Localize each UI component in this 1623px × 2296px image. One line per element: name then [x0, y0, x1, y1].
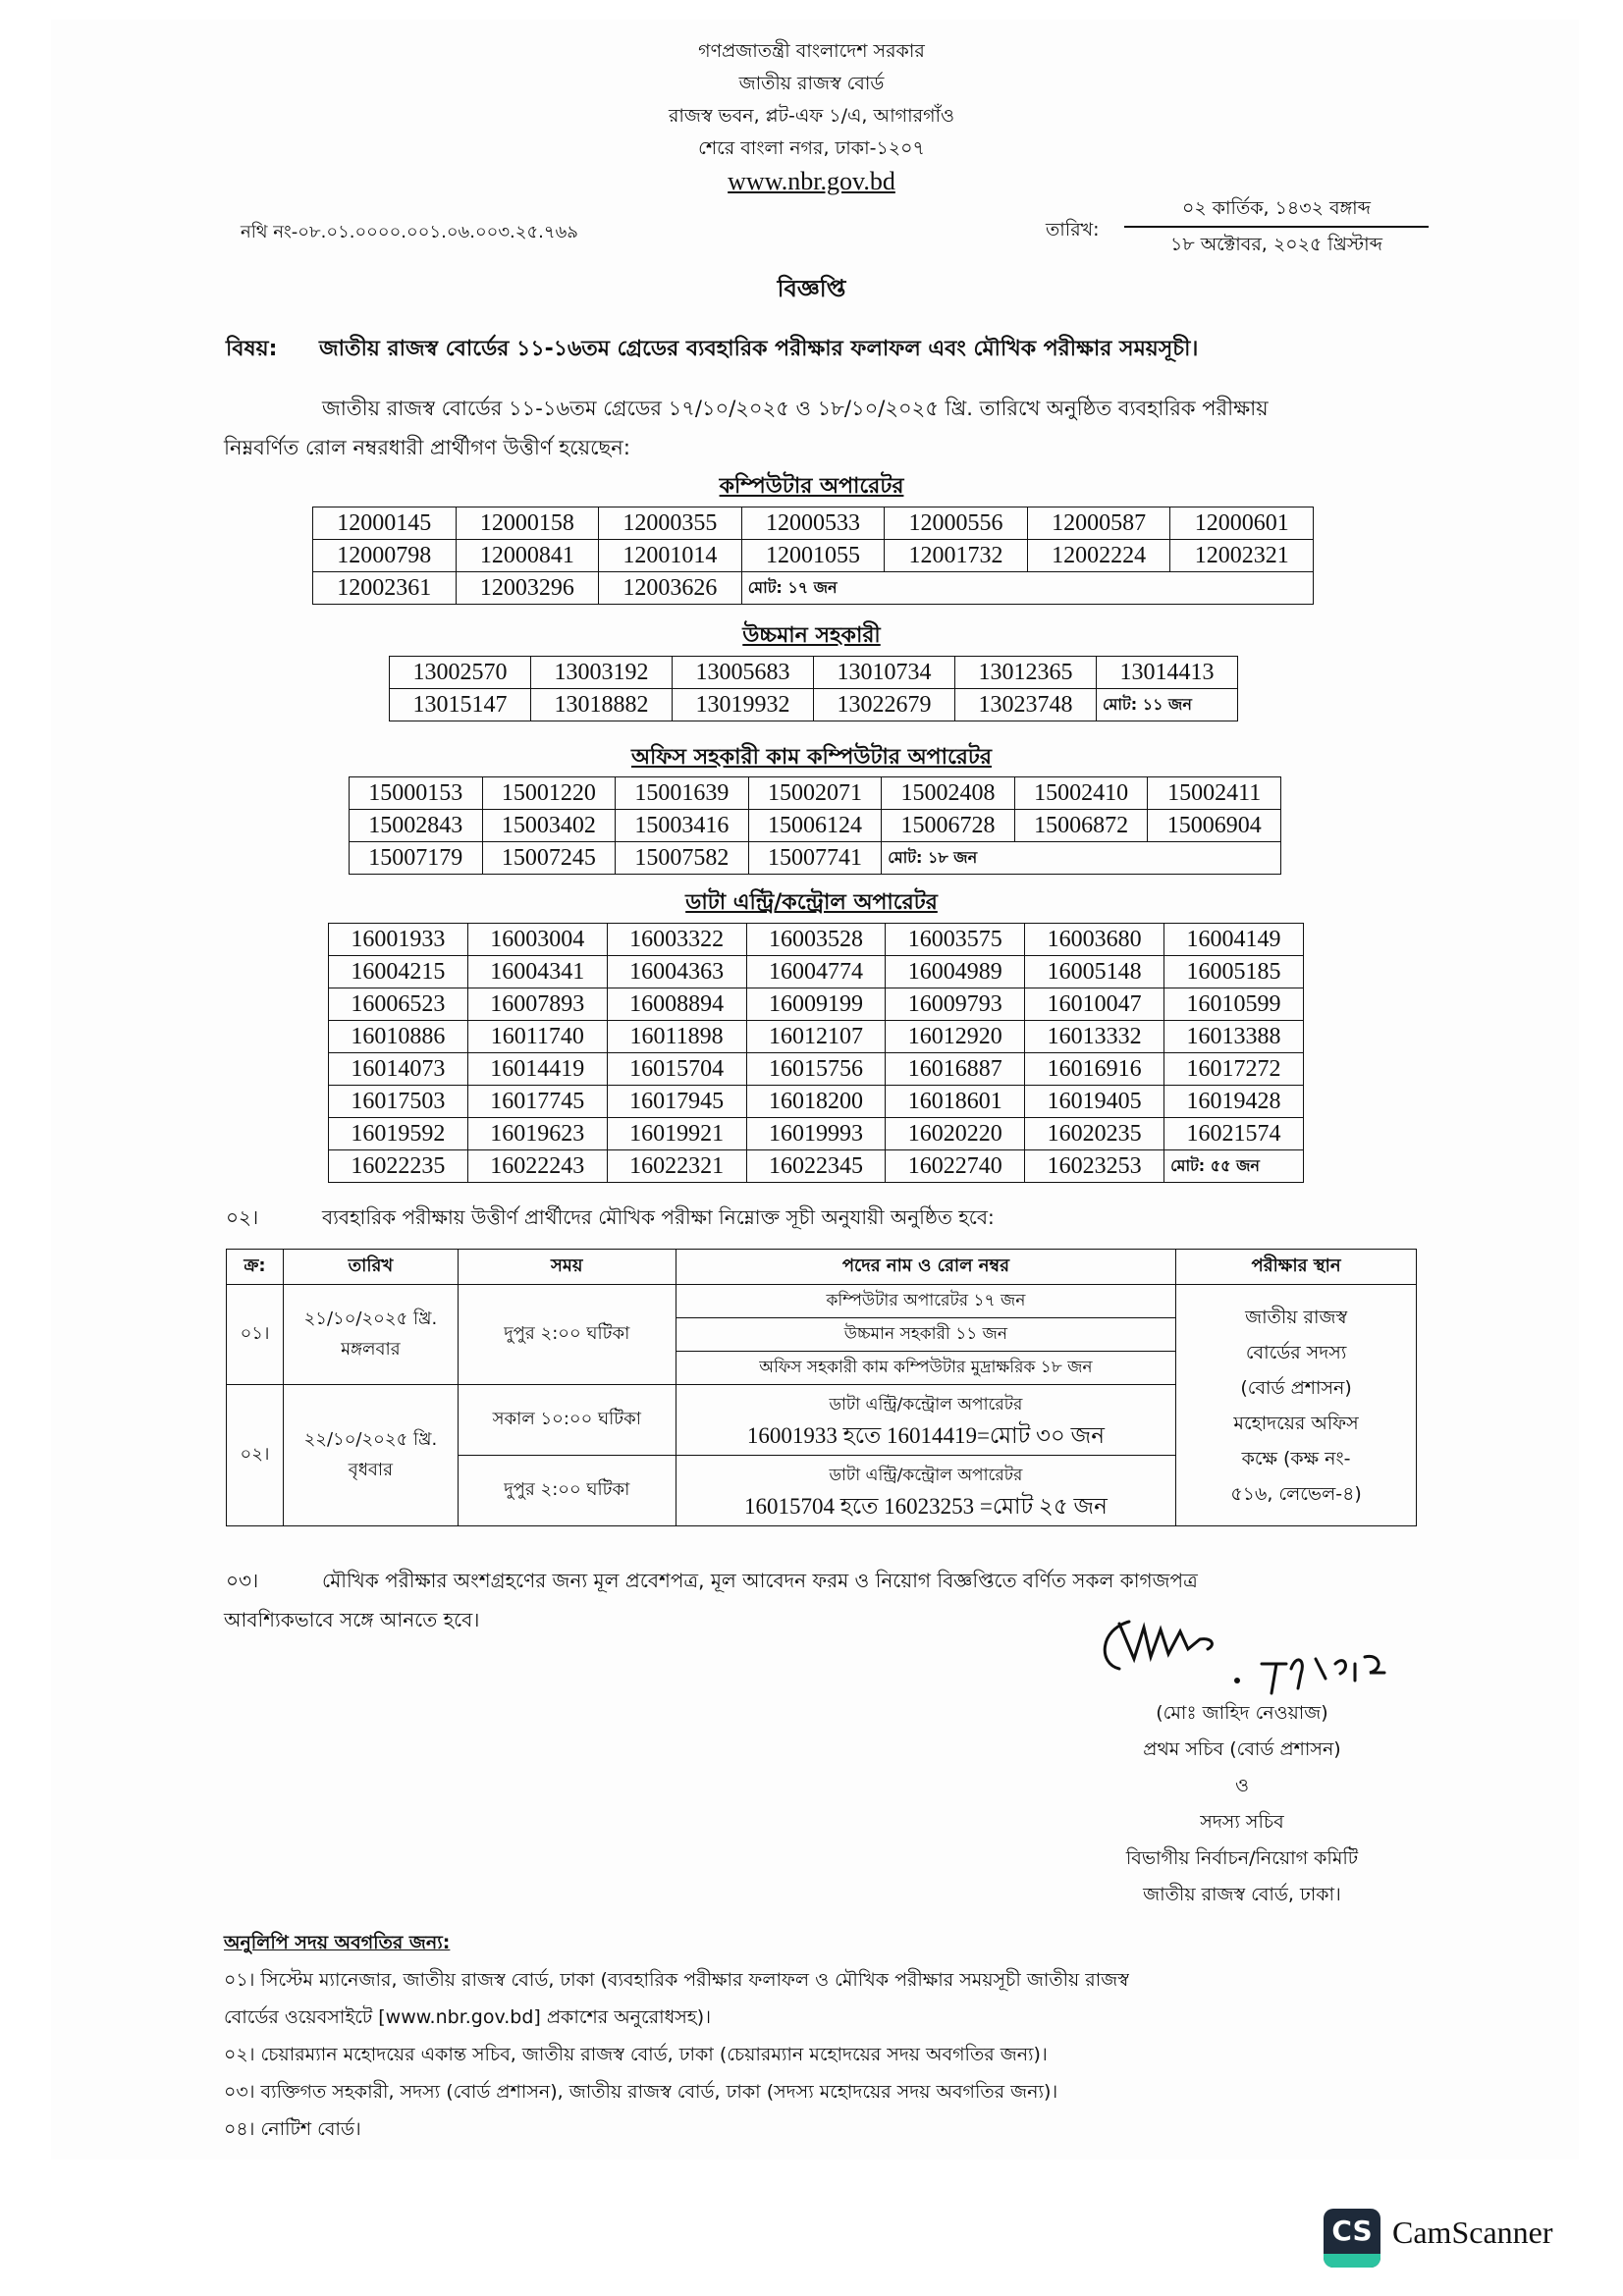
- signatory-name: (মোঃ জাহিদ নেওয়াজ): [1156, 1702, 1328, 1724]
- roll-cell: 15003416: [616, 810, 749, 842]
- date-gregorian: ১৮ অক্টোবর, ২০২৫ খ্রিস্টাব্দ: [1170, 234, 1382, 255]
- roll-cell: 12000601: [1170, 507, 1314, 540]
- copy-item-1: ০১। সিস্টেম ম্যানেজার, জাতীয় রাজস্ব বোর্ড, ঢাকা (ব্যবহারিক পরীক্ষার ফলাফল ও মৌখিক পরীক্ষার সময়সূচী জাতীয় রাজস্ব: [224, 1969, 1129, 1991]
- roll-cell: 16003004: [467, 924, 607, 956]
- roll-cell: 12000587: [1027, 507, 1170, 540]
- viva-schedule-table: [226, 1249, 1417, 1526]
- roll-cell: 13019932: [673, 689, 814, 721]
- signatory-committee: বিভাগীয় নির্বাচন/নিয়োগ কমিটি: [1125, 1847, 1359, 1869]
- header-address-1: রাজস্ব ভবন, প্লট-এফ ১/এ, আগারগাঁও: [668, 105, 955, 127]
- roll-cell: 15002843: [350, 810, 483, 842]
- roll-cell: 12003626: [599, 572, 742, 605]
- section-title-upper-division-assistant: উচ্চমান সহকারী: [742, 623, 881, 648]
- roll-cell: 15006904: [1148, 810, 1281, 842]
- roll-cell: 12003296: [456, 572, 599, 605]
- roll-cell: 15002408: [882, 777, 1015, 810]
- roll-cell: 16009793: [886, 988, 1025, 1021]
- roll-cell: 16009199: [746, 988, 886, 1021]
- roll-cell: 16016916: [1025, 1053, 1164, 1086]
- roll-cell: 16010599: [1164, 988, 1304, 1021]
- roll-cell: 15006728: [882, 810, 1015, 842]
- header-address-2: শেরে বাংলা নগর, ঢাকা-১২০৭: [698, 137, 925, 159]
- point-3-number: ০৩।: [226, 1569, 259, 1592]
- date-fraction: [1124, 194, 1429, 259]
- roll-cell: 15000153: [350, 777, 483, 810]
- copy-item-3: ০৩। ব্যক্তিগত সহকারী, সদস্য (বোর্ড প্রশাসন), জাতীয় রাজস্ব বোর্ড, ঢাকা (সদস্য মহোদয়ের সদয় অবগতির জন্য)।: [224, 2081, 1058, 2103]
- signatory-office: জাতীয় রাজস্ব বোর্ড, ঢাকা।: [1143, 1884, 1341, 1905]
- roll-table-upper-division-assistant: [389, 656, 1238, 721]
- section-title-data-entry-operator: ডাটা এন্ট্রি/কন্ট্রোল অপারেটর: [685, 890, 938, 915]
- roll-table-computer-operator: [312, 507, 1314, 605]
- table-row: [329, 1118, 1304, 1150]
- signatory-designation: প্রথম সচিব (বোর্ড প্রশাসন): [1143, 1738, 1341, 1760]
- roll-cell: 13010734: [814, 657, 955, 689]
- roll-cell: 16008894: [607, 988, 746, 1021]
- roll-cell: 13023748: [955, 689, 1097, 721]
- subject-label: বিষয়:: [226, 337, 278, 361]
- table-row: [329, 924, 1304, 956]
- intro-line-1: জাতীয় রাজস্ব বোর্ডের ১১-১৬তম গ্রেডের ১৭/১০/২০২৫ ও ১৮/১০/২০২৫ খ্রি. তারিখে অনুষ্ঠিত ব্যবহারিক পরীক্ষায়: [322, 397, 1269, 420]
- roll-cell: 16011898: [607, 1021, 746, 1053]
- date-bangla: ০২ কার্তিক, ১৪৩২ বঙ্গাব্দ: [1124, 194, 1429, 228]
- roll-cell: 16022740: [886, 1150, 1025, 1183]
- roll-cell: 16018200: [746, 1086, 886, 1118]
- date-cell: [283, 1385, 458, 1526]
- roll-cell: 15007741: [748, 842, 882, 875]
- intro-line-2: নিম্নবর্ণিত রোল নম্বরধারী প্রার্থীগণ উত্তীর্ণ হয়েছেন:: [224, 436, 630, 459]
- roll-cell: 16019623: [467, 1118, 607, 1150]
- total-count: মোট: ১১ জন: [1097, 689, 1238, 721]
- roll-cell: 12000841: [456, 540, 599, 572]
- roll-cell: 16022345: [746, 1150, 886, 1183]
- notice-title: বিজ্ঞপ্তি: [777, 275, 846, 302]
- header-government: গণপ্রজাতন্ত্রী বাংলাদেশ সরকার: [698, 40, 925, 62]
- total-count: মোট: ১৭ জন: [741, 572, 1313, 605]
- roll-cell: 12002224: [1027, 540, 1170, 572]
- roll-cell: 13015147: [390, 689, 531, 721]
- roll-cell: 15007179: [350, 842, 483, 875]
- roll-cell: 16005148: [1025, 956, 1164, 988]
- website-link[interactable]: www.nbr.gov.bd: [728, 167, 895, 195]
- roll-cell: 16022243: [467, 1150, 607, 1183]
- roll-cell: 16019405: [1025, 1086, 1164, 1118]
- roll-cell: 16003322: [607, 924, 746, 956]
- serial-cell: ০১।: [227, 1285, 284, 1385]
- roll-cell: 16001933: [329, 924, 468, 956]
- roll-cell: 16013388: [1164, 1021, 1304, 1053]
- roll-cell: 15003402: [482, 810, 616, 842]
- roll-cell: 12000355: [599, 507, 742, 540]
- table-row: [329, 1053, 1304, 1086]
- roll-table-data-entry-operator: [328, 923, 1304, 1183]
- roll-cell: 15002071: [748, 777, 882, 810]
- table-row: [390, 689, 1238, 721]
- roll-cell: 16012920: [886, 1021, 1025, 1053]
- roll-cell: 16022235: [329, 1150, 468, 1183]
- roll-table-office-assistant: [349, 776, 1281, 875]
- table-row: [350, 842, 1281, 875]
- roll-cell: 16004215: [329, 956, 468, 988]
- table-row: [350, 810, 1281, 842]
- roll-cell: 16003575: [886, 924, 1025, 956]
- roll-cell: 16017503: [329, 1086, 468, 1118]
- roll-cell: 12000533: [741, 507, 885, 540]
- roll-cell: 16014073: [329, 1053, 468, 1086]
- copy-item-2: ০২। চেয়ারম্যান মহোদয়ের একান্ত সচিব, জাতীয় রাজস্ব বোর্ড, ঢাকা (চেয়ারম্যান মহোদয়ের সদয় অবগতির জন্য)।: [224, 2044, 1048, 2065]
- roll-cell: 16013332: [1025, 1021, 1164, 1053]
- header-serial: ক্র:: [227, 1250, 284, 1285]
- header-post-roll: পদের নাম ও রোল নম্বর: [676, 1250, 1176, 1285]
- post-cell: উচ্চমান সহকারী ১১ জন: [676, 1318, 1176, 1352]
- roll-cell: 12000145: [313, 507, 457, 540]
- roll-cell: 16003528: [746, 924, 886, 956]
- roll-cell: 16017945: [607, 1086, 746, 1118]
- table-row: [329, 1021, 1304, 1053]
- roll-cell: 16017272: [1164, 1053, 1304, 1086]
- table-header-row: [227, 1250, 1417, 1285]
- roll-cell: 16006523: [329, 988, 468, 1021]
- header-date: তারিখ: [283, 1250, 458, 1285]
- roll-cell: 16019921: [607, 1118, 746, 1150]
- roll-cell: 16020220: [886, 1118, 1025, 1150]
- roll-cell: 15002410: [1014, 777, 1148, 810]
- table-row: [313, 572, 1314, 605]
- table-row: [329, 1150, 1304, 1183]
- subject-text: জাতীয় রাজস্ব বোর্ডের ১১-১৬তম গ্রেডের ব্যবহারিক পরীক্ষার ফলাফল এবং মৌখিক পরীক্ষার সময়সূচী।: [319, 337, 1199, 361]
- camscanner-logo-icon: CS: [1324, 2209, 1380, 2268]
- time-cell: দুপুর ২:০০ ঘটিকা: [458, 1456, 676, 1526]
- table-row: [329, 988, 1304, 1021]
- roll-cell: 16004989: [886, 956, 1025, 988]
- roll-cell: 16003680: [1025, 924, 1164, 956]
- roll-cell: 15006872: [1014, 810, 1148, 842]
- point-3-line-1: মৌখিক পরীক্ষার অংশগ্রহণের জন্য মূল প্রবেশপত্র, মূল আবেদন ফরম ও নিয়োগ বিজ্ঞপ্তিতে বর্ণিত সকল কাগজপত্র: [322, 1569, 1198, 1592]
- roll-cell: 12000158: [456, 507, 599, 540]
- roll-cell: 12002321: [1170, 540, 1314, 572]
- point-2-text: ব্যবহারিক পরীক্ষায় উত্তীর্ণ প্রার্থীদের মৌখিক পরীক্ষা নিম্নোক্ত সূচী অনুযায়ী অনুষ্ঠিত হবে:: [322, 1205, 995, 1229]
- roll-cell: 16015704: [607, 1053, 746, 1086]
- roll-cell: 16004363: [607, 956, 746, 988]
- roll-cell: 12000556: [885, 507, 1028, 540]
- post-cell: কম্পিউটার অপারেটর ১৭ জন: [676, 1285, 1176, 1318]
- date-value: ২১/১০/২০২৫ খ্রি.: [303, 1308, 438, 1329]
- roll-cell: 16022321: [607, 1150, 746, 1183]
- roll-cell: 12000798: [313, 540, 457, 572]
- date-cell: [283, 1285, 458, 1385]
- camscanner-watermark: CamScanner: [1392, 2215, 1553, 2250]
- signatory-role: সদস্য সচিব: [1200, 1811, 1284, 1833]
- serial-cell: ০২।: [227, 1385, 284, 1526]
- roll-cell: 15007582: [616, 842, 749, 875]
- roll-cell: 16004149: [1164, 924, 1304, 956]
- roll-cell: 16010047: [1025, 988, 1164, 1021]
- table-row: [329, 1086, 1304, 1118]
- roll-cell: 12001055: [741, 540, 885, 572]
- table-row: [313, 507, 1314, 540]
- point-2-number: ০২।: [226, 1205, 259, 1229]
- day-value: মঙ্গলবার: [341, 1338, 401, 1360]
- section-title-office-assistant: অফিস সহকারী কাম কম্পিউটার অপারেটর: [630, 745, 993, 770]
- roll-cell: 16007893: [467, 988, 607, 1021]
- roll-cell: 16010886: [329, 1021, 468, 1053]
- roll-cell: 13002570: [390, 657, 531, 689]
- roll-cell: 16004341: [467, 956, 607, 988]
- table-row: [227, 1285, 1417, 1318]
- roll-cell: 16018601: [886, 1086, 1025, 1118]
- time-cell: দুপুর ২:০০ ঘটিকা: [458, 1285, 676, 1385]
- post-cell: ডাটা এন্ট্রি/কন্ট্রোল অপারেটর 16001933 হতে 16014419=মোট ৩০ জন: [676, 1385, 1176, 1456]
- table-row: [390, 657, 1238, 689]
- post-cell: অফিস সহকারী কাম কম্পিউটার মুদ্রাক্ষরিক ১৮ জন: [676, 1352, 1176, 1385]
- roll-cell: 13005683: [673, 657, 814, 689]
- signatory-and: ও: [1235, 1775, 1249, 1796]
- time-cell: সকাল ১০:০০ ঘটিকা: [458, 1385, 676, 1456]
- roll-cell: 15006124: [748, 810, 882, 842]
- roll-cell: 16019592: [329, 1118, 468, 1150]
- roll-cell: 15001639: [616, 777, 749, 810]
- roll-cell: 16019428: [1164, 1086, 1304, 1118]
- table-row: [313, 540, 1314, 572]
- venue-cell: জাতীয় রাজস্ব বোর্ডের সদস্য (বোর্ড প্রশাসন) মহোদয়ের অফিস কক্ষে (কক্ষ নং- ৫১৬, লেভেল-৪): [1176, 1285, 1417, 1526]
- roll-cell: 15001220: [482, 777, 616, 810]
- roll-cell: 16023253: [1025, 1150, 1164, 1183]
- roll-cell: 16005185: [1164, 956, 1304, 988]
- roll-cell: 12001014: [599, 540, 742, 572]
- copy-item-1-cont: বোর্ডের ওয়েবসাইটে [www.nbr.gov.bd] প্রকাশের অনুরোধসহ)।: [224, 2006, 711, 2028]
- roll-cell: 16012107: [746, 1021, 886, 1053]
- memo-number: নথি নং-০৮.০১.০০০০.০০১.০৬.০০৩.২৫.৭৬৯: [241, 222, 578, 242]
- roll-cell: 15002411: [1148, 777, 1281, 810]
- header-organization: জাতীয় রাজস্ব বোর্ড: [738, 73, 885, 94]
- roll-cell: 13003192: [531, 657, 673, 689]
- roll-cell: 16019993: [746, 1118, 886, 1150]
- roll-cell: 13012365: [955, 657, 1097, 689]
- table-row: [329, 956, 1304, 988]
- total-count: মোট: ১৮ জন: [882, 842, 1281, 875]
- copy-heading: অনুলিপি সদয় অবগতির জন্য:: [224, 1932, 451, 1953]
- roll-cell: 16020235: [1025, 1118, 1164, 1150]
- roll-cell: 13014413: [1097, 657, 1238, 689]
- date-value: ২২/১০/২০২৫ খ্রি.: [303, 1428, 438, 1450]
- roll-cell: 13022679: [814, 689, 955, 721]
- post-cell: ডাটা এন্ট্রি/কন্ট্রোল অপারেটর 16015704 হতে 16023253 =মোট ২৫ জন: [676, 1456, 1176, 1526]
- day-value: বৃধবার: [348, 1459, 394, 1480]
- roll-cell: 12001732: [885, 540, 1028, 572]
- roll-cell: 16014419: [467, 1053, 607, 1086]
- section-title-computer-operator: কম্পিউটার অপারেটর: [719, 474, 904, 499]
- roll-cell: 12002361: [313, 572, 457, 605]
- date-label: তারিখ:: [1046, 219, 1100, 240]
- point-3-line-2: আবশ্যিকভাবে সঙ্গে আনতে হবে।: [224, 1608, 480, 1631]
- roll-cell: 16021574: [1164, 1118, 1304, 1150]
- roll-cell: 16017745: [467, 1086, 607, 1118]
- roll-cell: 13018882: [531, 689, 673, 721]
- header-venue: পরীক্ষার স্থান: [1176, 1250, 1417, 1285]
- total-count: মোট: ৫৫ জন: [1164, 1150, 1304, 1183]
- copy-item-4: ০৪। নোটিশ বোর্ড।: [224, 2118, 361, 2140]
- roll-cell: 15007245: [482, 842, 616, 875]
- roll-cell: 16015756: [746, 1053, 886, 1086]
- roll-cell: 16004774: [746, 956, 886, 988]
- table-row: [350, 777, 1281, 810]
- roll-cell: 16011740: [467, 1021, 607, 1053]
- header-time: সময়: [458, 1250, 676, 1285]
- roll-cell: 16016887: [886, 1053, 1025, 1086]
